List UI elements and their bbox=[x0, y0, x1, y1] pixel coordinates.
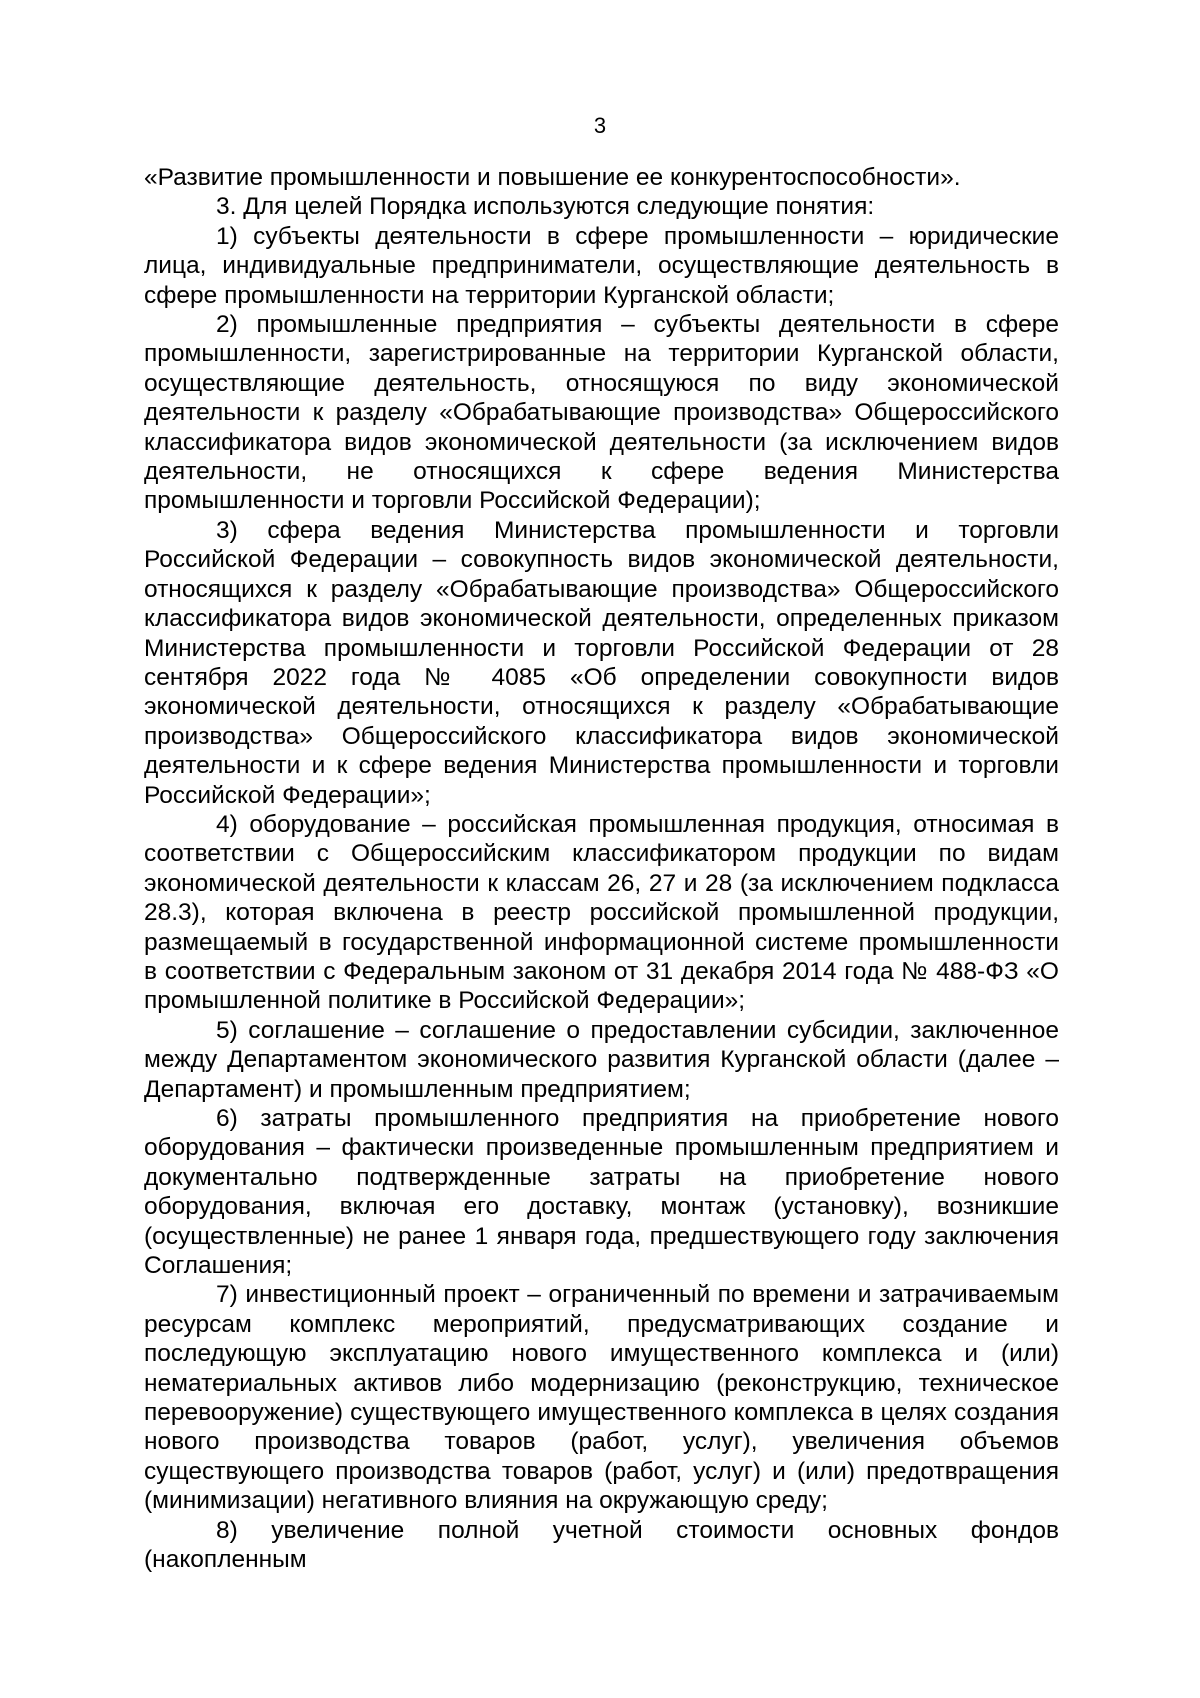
paragraph-definition-2-industrial-enterprises: 2) промышленные предприятия – субъекты деятельности в сфере промышленности, зарегистрированные на территории Курганской области, осуществляющие деятельность, относящуюся по виду экономической деятельности к разделу «Обрабатывающие производства» Общероссийского классификатора видов экономической деятельности (за исключением видов деятельности, не относящихся к сфере ведения Министерства промышленности и торговли Российской Федерации); bbox=[144, 311, 1059, 515]
paragraph-definition-7-investment-project: 7) инвестиционный проект – ограниченный по времени и затрачиваемым ресурсам комплекс мероприятий, предусматривающих создание и последующую эксплуатацию нового имущественного комплекса и (или) нематериальных активов либо модернизацию (реконструкцию, техническое перевооружение) существующего имущественного комплекса в целях создания нового производства товаров (работ, услуг), увеличения объемов существующего производства товаров (работ, услуг) и (или) предотвращения (минимизации) негативного влияния на окружающую среду; bbox=[144, 1281, 1059, 1515]
paragraph-definition-8-fixed-assets-increase: 8) увеличение полной учетной стоимости основных фондов (накопленным bbox=[144, 1516, 1059, 1574]
paragraph-definition-4-equipment: 4) оборудование – российская промышленная продукция, относимая в соответствии с Общероссийским классификатором продукции по видам экономической деятельности к классам 26, 27 и 28 (за исключением подкласса 28.3), которая включена в реестр российской промышленной продукции, размещаемый в государственной информационной системе промышленности в соответствии с Федеральным законом от 31 декабря 2014 года № 488-ФЗ «О промышленной политике в Российской Федерации»; bbox=[144, 810, 1059, 1015]
paragraph-definition-3-ministry-scope: 3) сфера ведения Министерства промышленности и торговли Российской Федерации – совокупность видов экономической деятельности, относящихся к разделу «Обрабатывающие производства» Общероссийского классификатора видов экономической деятельности, определенных приказом Министерства промышленности и торговли Российской Федерации от 28 сентября 2022 года № 4085 «Об определении совокупности видов экономической деятельности, относящихся к разделу «Обрабатывающие производства» Общероссийского классификатора видов экономической деятельности и к сфере ведения Министерства промышленности и торговли Российской Федерации»; bbox=[144, 516, 1059, 809]
paragraph-program-title-continuation: «Развитие промышленности и повышение ее конкурентоспособности». bbox=[144, 164, 961, 191]
paragraph-definition-1-industry-subjects: 1) субъекты деятельности в сфере промышленности – юридические лица, индивидуальные предприниматели, осуществляющие деятельность в сфере промышленности на территории Курганской области; bbox=[144, 222, 1059, 309]
paragraph-item-3-definitions: 3. Для целей Порядка используются следующие понятия: bbox=[216, 193, 875, 221]
page-number: 3 bbox=[593, 113, 607, 138]
paragraph-definition-6-equipment-costs: 6) затраты промышленного предприятия на приобретение нового оборудования – фактически произведенные промышленным предприятием и документально подтвержденные затраты на приобретение нового оборудования, включая его доставку, монтаж (установку), возникшие (осуществленные) не ранее 1 января года, предшествующего году заключения Соглашения; bbox=[144, 1105, 1059, 1280]
paragraph-definition-5-agreement: 5) соглашение – соглашение о предоставлении субсидии, заключенное между Департаментом экономического развития Курганской области (далее – Департамент) и промышленным предприятием; bbox=[144, 1016, 1059, 1103]
document-body bbox=[144, 163, 1059, 1575]
